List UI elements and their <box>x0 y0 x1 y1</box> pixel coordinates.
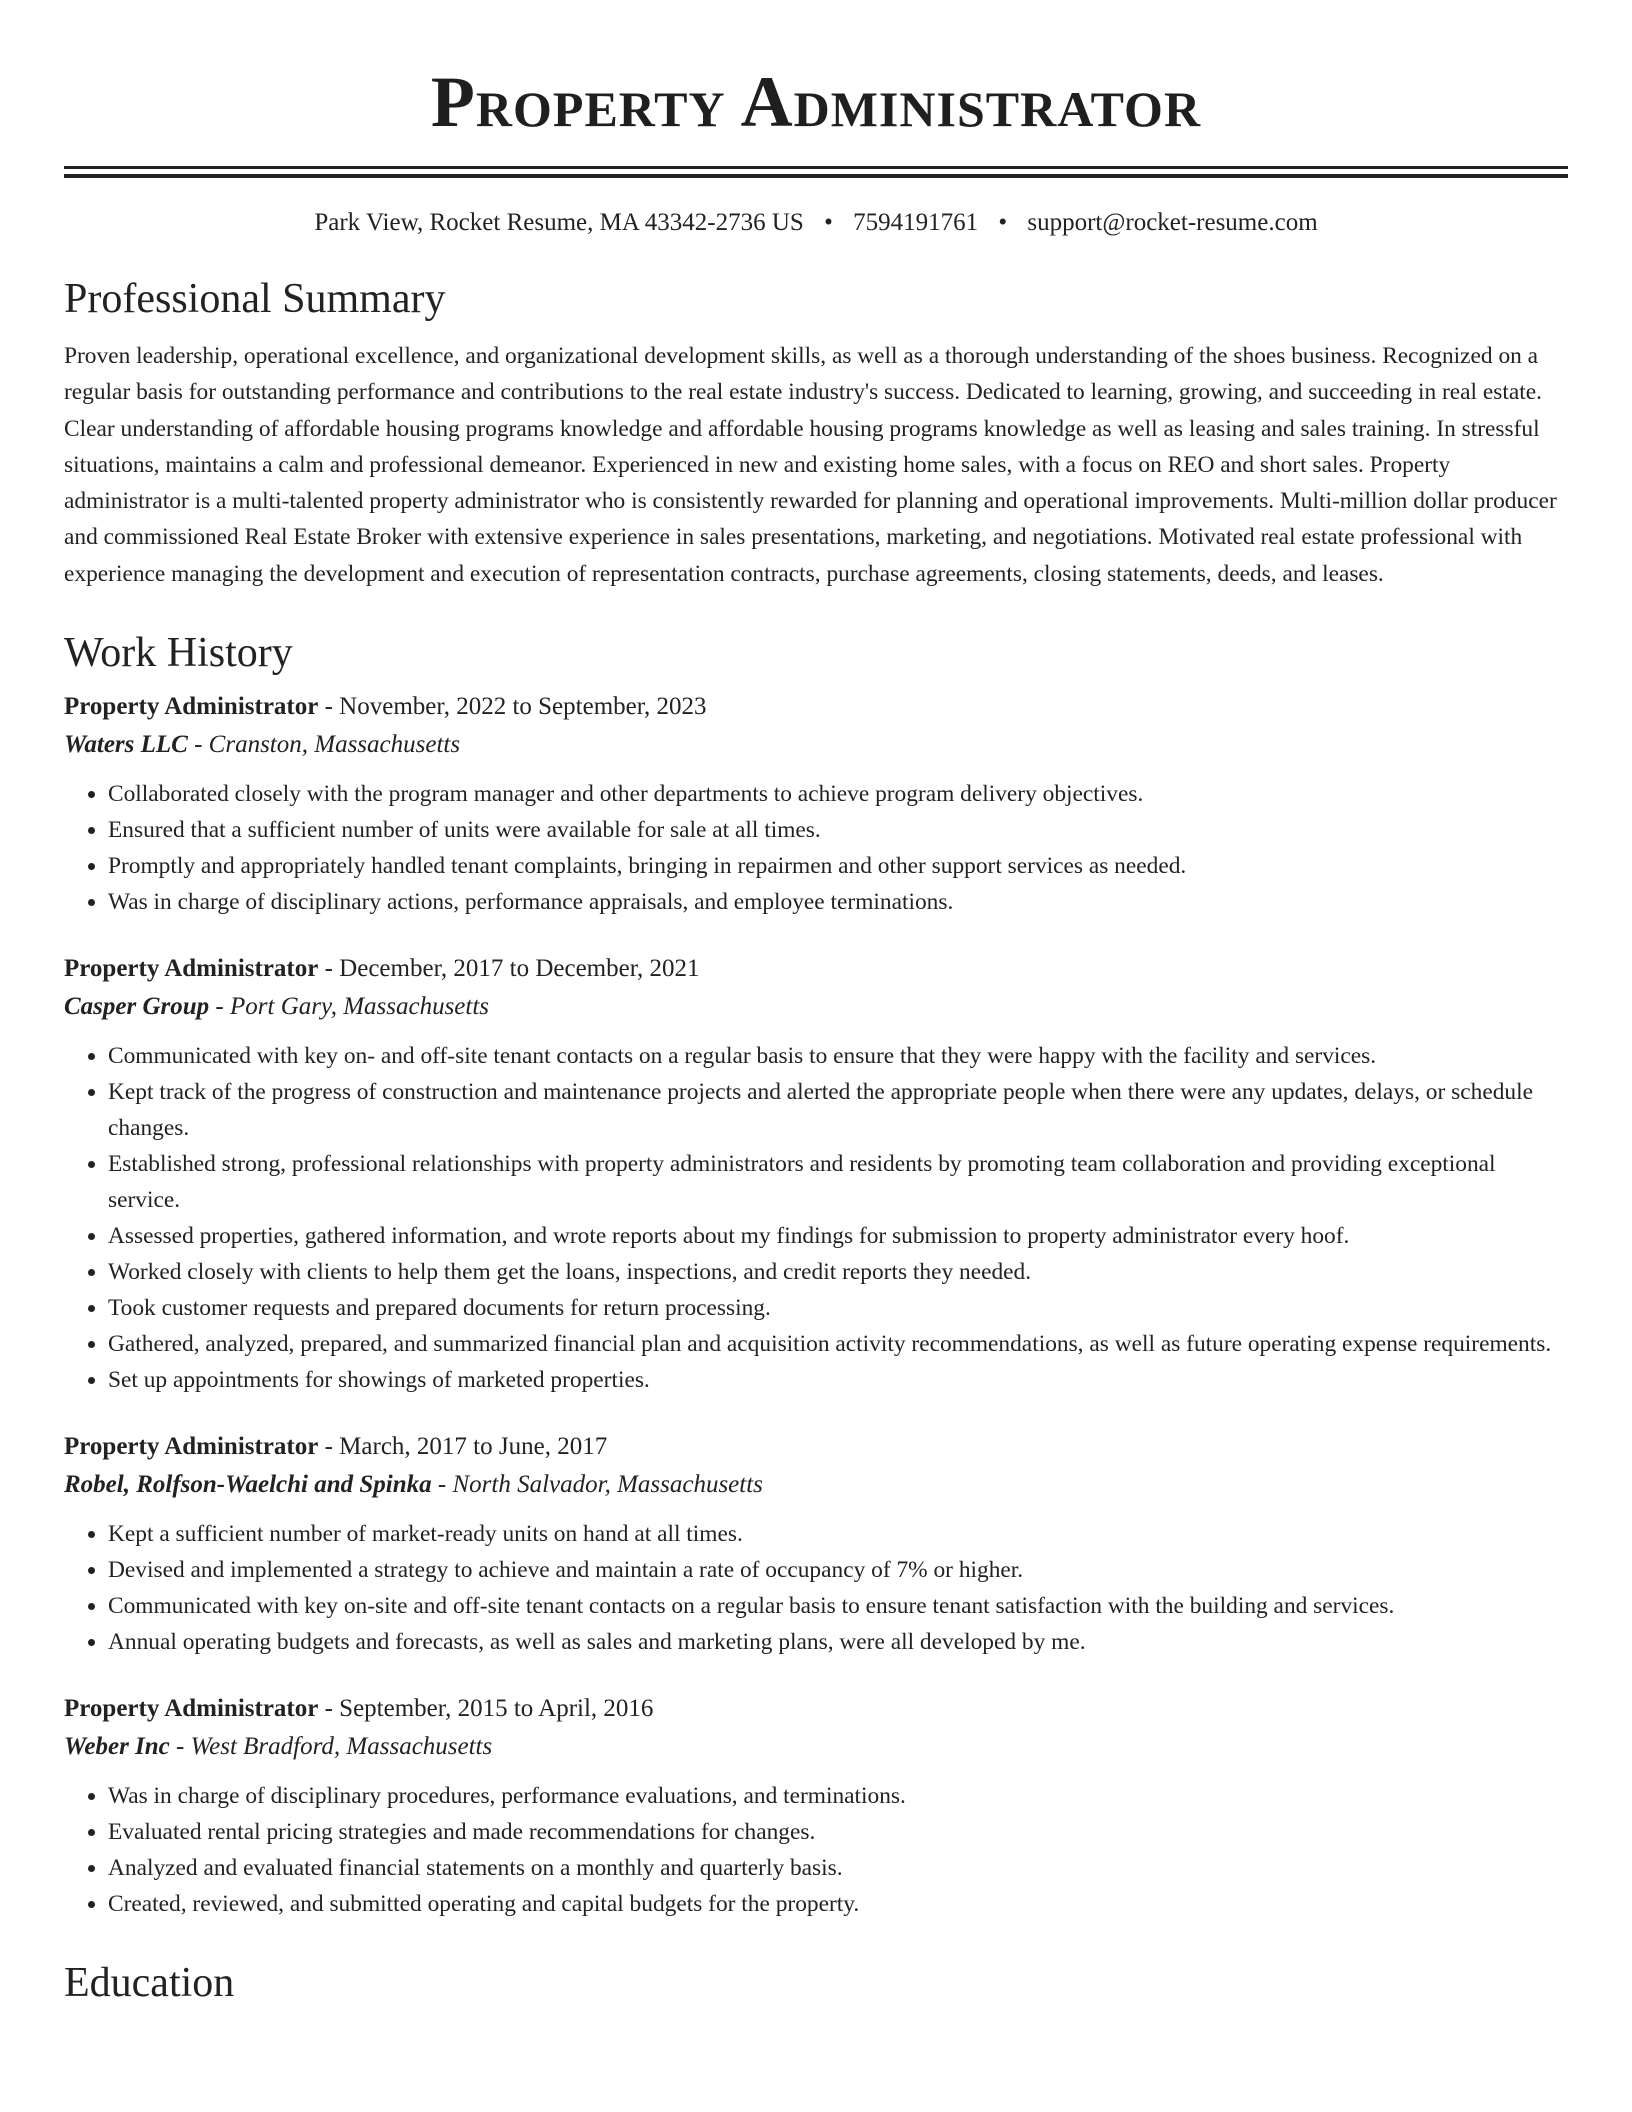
job-bullet: • Ensured that a sufficient number of units were available for sale at all times. <box>108 812 1568 848</box>
job-header <box>64 688 1568 726</box>
job-bullet: • Took customer requests and prepared documents for return processing. <box>108 1290 1568 1326</box>
bullet-separator: • <box>824 209 833 236</box>
resume-page <box>64 0 1568 2008</box>
job-bullets <box>64 1038 1568 1398</box>
job-bullet: • Communicated with key on- and off-site tenant contacts on a regular basis to ensure that they were happy with the facility and services. <box>108 1038 1568 1074</box>
job-employer <box>64 726 1568 764</box>
work-history-heading: Work History <box>64 630 293 677</box>
job-bullet: • Was in charge of disciplinary procedures, performance evaluations, and terminations. <box>108 1778 1568 1814</box>
job-bullets <box>64 776 1568 920</box>
job-bullet: • Collaborated closely with the program manager and other departments to achieve program delivery objectives. <box>108 776 1568 812</box>
job-bullet: • Annual operating budgets and forecasts, as well as sales and marketing plans, were all developed by me. <box>108 1624 1568 1660</box>
job-title: Property Administrator <box>64 1433 319 1461</box>
contact-phone: 7594191761 <box>853 209 979 236</box>
job-bullet: • Kept track of the progress of construction and maintenance projects and alerted the appropriate people when there were any updates, delays, or schedule changes. <box>108 1074 1568 1146</box>
job-bullet: • Was in charge of disciplinary actions, performance appraisals, and employee terminations. <box>108 884 1568 920</box>
bullet-separator: • <box>998 209 1008 236</box>
job-bullet: • Gathered, analyzed, prepared, and summarized financial plan and acquisition activity recommendations, as well as future operating expense requirements. <box>108 1326 1568 1362</box>
job-location: - Cranston, Massachusetts <box>187 731 461 759</box>
job-employer <box>64 1728 1568 1766</box>
contact-address: Park View, Rocket Resume, MA 43342-2736 US <box>314 209 804 236</box>
job-title: Property Administrator <box>64 955 319 983</box>
contact-email: support@rocket-resume.com <box>1027 209 1318 236</box>
job-bullet: • Established strong, professional relationships with property administrators and residents by promoting team collaboration and providing exceptional service. <box>108 1146 1568 1218</box>
job-dates: - March, 2017 to June, 2017 <box>318 1433 608 1461</box>
job-bullet: • Assessed properties, gathered information, and wrote reports about my findings for submission to property administrator every hoof. <box>108 1218 1568 1254</box>
summary-heading: Professional Summary <box>64 276 446 322</box>
job-company: Waters LLC <box>64 731 188 759</box>
job-bullet: • Promptly and appropriately handled tenant complaints, bringing in repairmen and other support services as needed. <box>108 848 1568 884</box>
job-location: - Port Gary, Massachusetts <box>209 993 490 1021</box>
job-title: Property Administrator <box>64 693 319 721</box>
job-list <box>64 688 1568 1922</box>
job-bullet: • Evaluated rental pricing strategies and made recommendations for changes. <box>108 1814 1568 1850</box>
job-header <box>64 950 1568 988</box>
resume-name: Property Administrator <box>430 62 1202 142</box>
job-bullets <box>64 1516 1568 1660</box>
contact-line <box>64 208 1568 238</box>
job-bullet: • Kept a sufficient number of market-ready units on hand at all times. <box>108 1516 1568 1552</box>
job-entry <box>64 1428 1568 1660</box>
job-entry <box>64 1690 1568 1922</box>
job-bullet: • Worked closely with clients to help them get the loans, inspections, and credit reports they needed. <box>108 1254 1568 1290</box>
job-company: Robel, Rolfson-Waelchi and Spinka <box>64 1471 432 1499</box>
job-header <box>64 1428 1568 1466</box>
job-bullet: • Analyzed and evaluated financial statements on a monthly and quarterly basis. <box>108 1850 1568 1886</box>
job-dates: - September, 2015 to April, 2016 <box>318 1695 654 1723</box>
job-employer <box>64 1466 1568 1504</box>
job-location: - West Bradford, Massachusetts <box>169 1733 493 1761</box>
job-title: Property Administrator <box>64 1695 319 1723</box>
job-bullet: • Devised and implemented a strategy to achieve and maintain a rate of occupancy of 7% or higher. <box>108 1552 1568 1588</box>
job-entry <box>64 950 1568 1398</box>
job-header <box>64 1690 1568 1728</box>
job-dates: - December, 2017 to December, 2021 <box>318 955 700 983</box>
job-company: Weber Inc <box>64 1733 170 1761</box>
job-bullet: • Set up appointments for showings of marketed properties. <box>108 1362 1568 1398</box>
job-bullet: • Created, reviewed, and submitted operating and capital budgets for the property. <box>108 1886 1568 1922</box>
job-bullet: • Communicated with key on-site and off-site tenant contacts on a regular basis to ensure tenant satisfaction with the building and services. <box>108 1588 1568 1624</box>
job-location: - North Salvador, Massachusetts <box>431 1471 763 1499</box>
job-entry <box>64 688 1568 920</box>
job-company: Casper Group <box>64 993 210 1021</box>
header-divider <box>64 166 1568 178</box>
summary-text: Proven leadership, operational excellence, and organizational development skills, as well as a thorough understanding of the shoes business. Recognized on a regular basis for outstanding performance and contributions to the real estate industry's success. Dedicated to learning, growing, and succeeding in real estate. Clear understanding of affordable housing programs knowledge and affordable housing programs knowledge as well as leasing and sales training. In stressful situations, maintains a calm and professional demeanor. Experienced in new and existing home sales, with a focus on REO and short sales. Property administrator is a multi-talented property administrator who is consistently rewarded for planning and operational improvements. Multi-million dollar producer and commissioned Real Estate Broker with extensive experience in sales presentations, marketing, and negotiations. Motivated real estate professional with experience managing the development and execution of representation contracts, purchase agreements, closing statements, deeds, and leases. <box>64 343 1557 587</box>
education-heading: Education <box>64 1960 235 2007</box>
job-employer <box>64 988 1568 1026</box>
job-dates: - November, 2022 to September, 2023 <box>318 693 707 721</box>
job-bullets <box>64 1778 1568 1922</box>
